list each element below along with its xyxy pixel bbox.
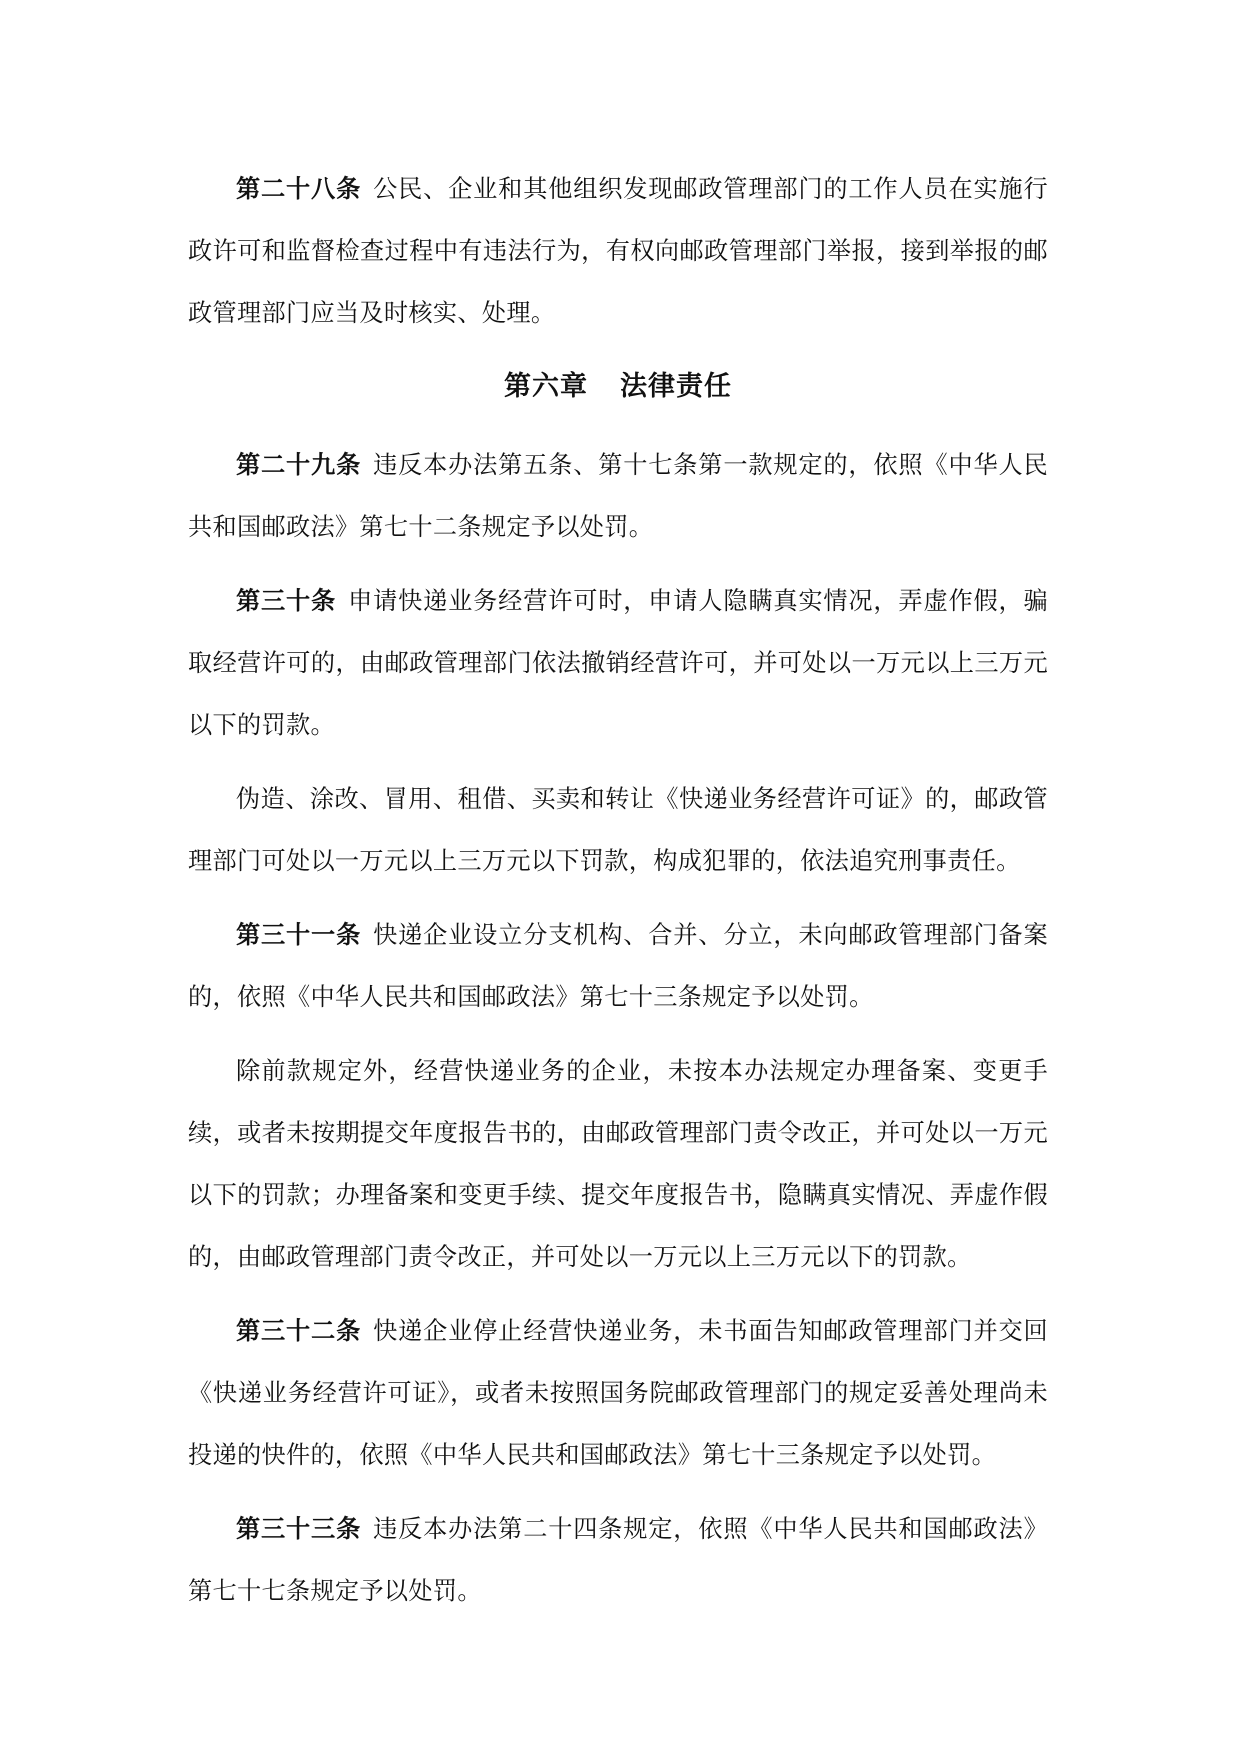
article-number: 第二十八条	[236, 175, 362, 203]
article-text: 快递企业停止经营快递业务，未书面告知邮政管理部门并交回《快递业务经营许可证》，或者未按照国务院邮政管理部门的规定妥善处理尚未投递的快件的，依照《中华人民共和国邮政法》第七十三条规定予以处罚。	[188, 1317, 1048, 1469]
article-text: 除前款规定外，经营快递业务的企业，未按本办法规定办理备案、变更手续，或者未按期提交年度报告书的，由邮政管理部门责令改正，并可处以一万元以下的罚款；办理备案和变更手续、提交年度报告书，隐瞒真实情况、弄虚作假的，由邮政管理部门责令改正，并可处以一万元以上三万元以下的罚款。	[188, 1057, 1048, 1271]
article-text: 申请快递业务经营许可时，申请人隐瞒真实情况，弄虚作假，骗取经营许可的，由邮政管理部门依法撤销经营许可，并可处以一万元以上三万元以下的罚款。	[188, 587, 1049, 739]
article-30-clause-2-paragraph	[188, 768, 1048, 892]
article-29-paragraph	[188, 434, 1048, 558]
article-30-paragraph	[188, 570, 1048, 756]
chapter-title: 法律责任	[620, 371, 732, 402]
article-text: 快递企业设立分支机构、合并、分立，未向邮政管理部门备案的，依照《中华人民共和国邮政法》第七十三条规定予以处罚。	[188, 921, 1048, 1011]
article-text: 公民、企业和其他组织发现邮政管理部门的工作人员在实施行政许可和监督检查过程中有违法行为，有权向邮政管理部门举报，接到举报的邮政管理部门应当及时核实、处理。	[188, 175, 1048, 327]
article-number: 第三十三条	[236, 1515, 362, 1543]
article-32-paragraph	[188, 1300, 1048, 1486]
article-text: 违反本办法第五条、第十七条第一款规定的，依照《中华人民共和国邮政法》第七十二条规定予以处罚。	[188, 451, 1048, 541]
article-number: 第三十条	[236, 587, 337, 615]
article-number: 第三十二条	[236, 1317, 362, 1345]
article-text: 违反本办法第二十四条规定，依照《中华人民共和国邮政法》第七十七条规定予以处罚。	[188, 1515, 1048, 1605]
article-28-paragraph	[188, 158, 1048, 344]
chapter-number: 第六章	[504, 371, 588, 402]
article-31-paragraph	[188, 904, 1048, 1028]
article-number: 第三十一条	[236, 921, 362, 949]
document-body	[188, 158, 1048, 1634]
article-31-clause-2-paragraph	[188, 1040, 1048, 1288]
article-number: 第二十九条	[236, 451, 362, 479]
article-text: 伪造、涂改、冒用、租借、买卖和转让《快递业务经营许可证》的，邮政管理部门可处以一万元以上三万元以下罚款，构成犯罪的，依法追究刑事责任。	[188, 785, 1048, 875]
article-33-paragraph	[188, 1498, 1048, 1622]
chapter-heading	[188, 356, 1048, 418]
